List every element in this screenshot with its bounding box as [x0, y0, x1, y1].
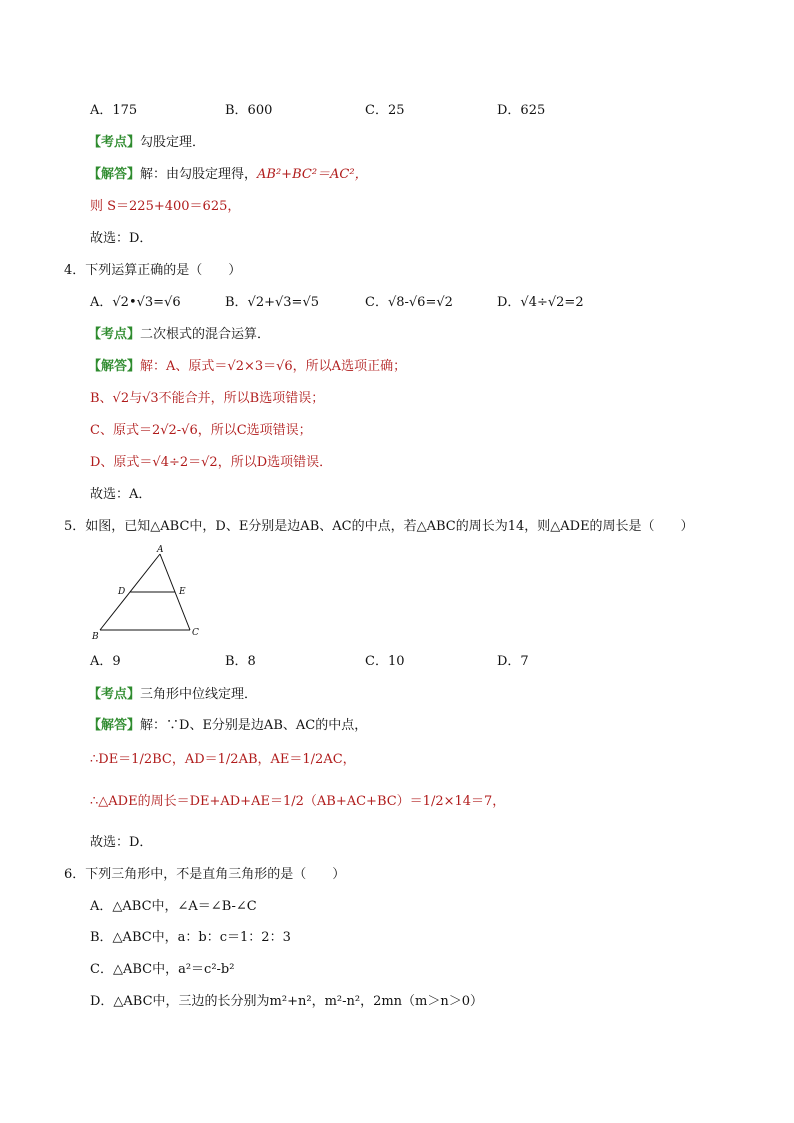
kaodian-text: 三角形中位线定理．: [140, 687, 258, 702]
jieda-text: 解：A、原式＝√2×3＝√6，所以A选项正确；: [140, 359, 407, 374]
q4-jieda-line-4: D、原式＝√4÷2＝√2，所以D选项错误．: [90, 455, 333, 470]
jieda-tag: 【解答】: [88, 359, 141, 374]
q3-jieda: [88, 166, 368, 184]
q5-jieda-line-3: ∴△ADE的周长＝DE+AD+AE＝1/2（AB+AC+BC）＝1/2×14＝7，: [90, 794, 506, 809]
label-a: A: [157, 545, 164, 555]
q4-jieda-line-1: [88, 358, 406, 376]
q3-option-d: D．625: [497, 103, 546, 118]
q5-jieda-line-1: [88, 717, 367, 735]
q6-option-d: D．△ABC中，三边的长分别为m²+n²，m²-n²，2mn（m＞n＞0）: [90, 994, 484, 1009]
q3-option-c: C．25: [365, 103, 405, 118]
kaodian-tag: 【考点】: [88, 687, 141, 702]
jieda-tag: 【解答】: [88, 167, 141, 182]
label-b: B: [92, 632, 99, 642]
q6-option-b: B．△ABC中，a：b：c＝1：2：3: [90, 930, 291, 945]
kaodian-text: 勾股定理．: [140, 135, 206, 150]
jieda-text: 解：∵D、E分别是边AB、AC的中点，: [140, 718, 368, 733]
q3-answer: 故选：D．: [90, 231, 153, 246]
q6-option-c: C．△ABC中，a²＝c²-b²: [90, 962, 235, 977]
kaodian-tag: 【考点】: [88, 135, 141, 150]
q4-option-b: B．√2+√3=√5: [225, 295, 320, 310]
q5-stem: 5．如图，已知△ABC中，D、E分别是边AB、AC的中点，若△ABC的周长为14，则△ADE的周长是（ ）: [64, 519, 694, 534]
q4-kaodian: [88, 326, 270, 344]
q5-answer: 故选：D．: [90, 835, 153, 850]
label-e: E: [179, 587, 186, 597]
q3-solution-line: 则 S＝225+400＝625，: [90, 199, 241, 214]
q4-answer: 故选：A．: [90, 487, 152, 502]
q4-option-a: A．√2•√3=√6: [90, 295, 181, 310]
q3-option-b: B．600: [225, 103, 273, 118]
q4-stem: 4．下列运算正确的是（ ）: [64, 263, 242, 278]
q5-option-d: D．7: [497, 654, 529, 669]
q5-option-b: B．8: [225, 654, 256, 669]
q4-option-c: C．√8-√6=√2: [365, 295, 453, 310]
q4-jieda-line-3: C、原式＝2√2-√6，所以C选项错误；: [90, 423, 312, 438]
q5-option-a: A．9: [90, 654, 121, 669]
q4-option-d: D．√4÷√2=2: [497, 295, 584, 310]
label-d: D: [118, 587, 126, 597]
kaodian-tag: 【考点】: [88, 327, 141, 342]
q5-option-c: C．10: [365, 654, 405, 669]
jieda-prefix: 解：由勾股定理得，: [140, 167, 258, 182]
jieda-tag: 【解答】: [88, 718, 141, 733]
q5-kaodian: [88, 686, 257, 704]
q3-kaodian: [88, 134, 205, 152]
jieda-formula: AB²+BC²＝AC²，: [257, 167, 368, 182]
triangle-figure: [88, 542, 208, 642]
kaodian-text: 二次根式的混合运算．: [140, 327, 271, 342]
q6-stem: 6．下列三角形中，不是直角三角形的是（ ）: [64, 867, 346, 882]
q4-jieda-line-2: B、√2与√3不能合并，所以B选项错误；: [90, 391, 325, 406]
q5-jieda-line-2: ∴DE＝1/2BC，AD＝1/2AB，AE＝1/2AC，: [90, 752, 356, 767]
label-c: C: [192, 628, 199, 638]
q3-option-a: A．175: [90, 103, 138, 118]
q6-option-a: A．△ABC中，∠A＝∠B-∠C: [90, 899, 257, 914]
